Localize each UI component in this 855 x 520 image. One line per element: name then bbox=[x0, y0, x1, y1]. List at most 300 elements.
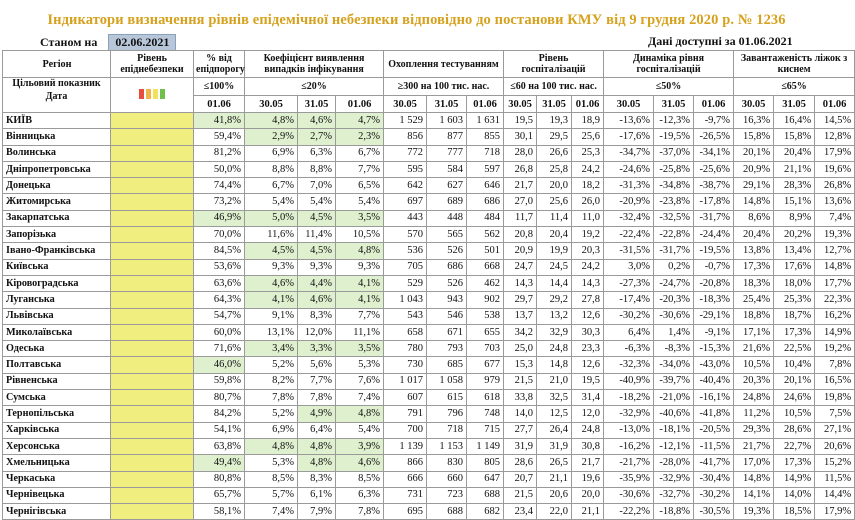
dyn-cell: -31,7% bbox=[694, 210, 734, 226]
testing-cell: 677 bbox=[467, 357, 504, 373]
hosp-cell: 14,8 bbox=[537, 357, 572, 373]
bed-cell: 29,3% bbox=[734, 422, 774, 438]
pct-cell: 41,8% bbox=[194, 113, 245, 129]
pct-cell: 71,6% bbox=[194, 341, 245, 357]
coef-cell: 6,7% bbox=[336, 145, 384, 161]
level-cell bbox=[111, 275, 194, 291]
dyn-cell: -43,0% bbox=[694, 357, 734, 373]
coef-cell: 8,5% bbox=[336, 471, 384, 487]
testing-cell: 1 153 bbox=[427, 438, 467, 454]
testing-cell: 1 603 bbox=[427, 113, 467, 129]
pct-cell: 50,0% bbox=[194, 161, 245, 177]
dyn-cell: -37,0% bbox=[654, 145, 694, 161]
bed-cell: 14,8% bbox=[815, 259, 855, 275]
hosp-cell: 30,1 bbox=[504, 129, 537, 145]
region-cell: Київська bbox=[3, 259, 111, 275]
testing-cell: 538 bbox=[467, 308, 504, 324]
coef-cell: 7,8% bbox=[336, 504, 384, 520]
testing-cell: 856 bbox=[384, 129, 427, 145]
region-cell: Закарпатська bbox=[3, 210, 111, 226]
coef-cell: 4,5% bbox=[245, 243, 298, 259]
traffic-light-3 bbox=[160, 89, 165, 99]
bed-cell: 16,2% bbox=[815, 308, 855, 324]
target-testing: ≥300 на 100 тис. нас. bbox=[384, 78, 504, 96]
coef-cell: 2,9% bbox=[245, 129, 298, 145]
hosp-cell: 19,9 bbox=[537, 243, 572, 259]
pct-cell: 59,4% bbox=[194, 129, 245, 145]
dyn-cell: -30,4% bbox=[694, 471, 734, 487]
hosp-cell: 32,5 bbox=[537, 390, 572, 406]
dyn-cell: -20,3% bbox=[654, 292, 694, 308]
header-bed-load: Завантаженість ліжок з киснем bbox=[734, 51, 855, 78]
pct-cell: 54,7% bbox=[194, 308, 245, 324]
coef-cell: 3,4% bbox=[245, 341, 298, 357]
coef-cell: 11,1% bbox=[336, 324, 384, 340]
pct-cell: 46,9% bbox=[194, 210, 245, 226]
pct-cell: 53,6% bbox=[194, 259, 245, 275]
coef-cell: 4,4% bbox=[298, 275, 336, 291]
hosp-cell: 24,5 bbox=[537, 259, 572, 275]
testing-cell: 686 bbox=[427, 259, 467, 275]
date-hosp-3: 01.06 bbox=[572, 96, 604, 113]
region-cell: Чернівецька bbox=[3, 487, 111, 503]
dyn-cell: -19,5% bbox=[654, 129, 694, 145]
hosp-cell: 20,6 bbox=[537, 487, 572, 503]
traffic-lights bbox=[111, 78, 194, 113]
coef-cell: 4,8% bbox=[245, 438, 298, 454]
dyn-cell: -30,6% bbox=[654, 308, 694, 324]
dyn-cell: -12,1% bbox=[654, 438, 694, 454]
region-cell: Вінницька bbox=[3, 129, 111, 145]
testing-cell: 448 bbox=[427, 210, 467, 226]
hosp-cell: 21,0 bbox=[537, 373, 572, 389]
bed-cell: 22,5% bbox=[774, 341, 815, 357]
bed-cell: 15,8% bbox=[774, 129, 815, 145]
region-cell: Харківська bbox=[3, 422, 111, 438]
coef-cell: 12,0% bbox=[298, 324, 336, 340]
level-cell bbox=[111, 259, 194, 275]
dyn-cell: -32,9% bbox=[654, 471, 694, 487]
hosp-cell: 23,3 bbox=[572, 341, 604, 357]
hosp-cell: 20,7 bbox=[504, 471, 537, 487]
testing-cell: 777 bbox=[427, 145, 467, 161]
testing-cell: 689 bbox=[427, 194, 467, 210]
testing-cell: 546 bbox=[427, 308, 467, 324]
hosp-cell: 27,8 bbox=[572, 292, 604, 308]
coef-cell: 7,0% bbox=[298, 178, 336, 194]
dyn-cell: -32,4% bbox=[604, 210, 654, 226]
header-hosp-level: Рівень госпіталізацій bbox=[504, 51, 604, 78]
dyn-cell: -18,3% bbox=[694, 292, 734, 308]
bed-cell: 11,2% bbox=[734, 406, 774, 422]
coef-cell: 8,2% bbox=[245, 373, 298, 389]
date-test-1: 30.05 bbox=[384, 96, 427, 113]
coef-cell: 5,4% bbox=[298, 194, 336, 210]
dyn-cell: -30,2% bbox=[694, 487, 734, 503]
dyn-cell: -24,7% bbox=[654, 275, 694, 291]
bed-cell: 14,0% bbox=[774, 487, 815, 503]
region-cell: Рівненська bbox=[3, 373, 111, 389]
coef-cell: 5,0% bbox=[245, 210, 298, 226]
dyn-cell: -13,6% bbox=[604, 113, 654, 129]
testing-cell: 1 529 bbox=[384, 113, 427, 129]
hosp-cell: 24,7 bbox=[504, 259, 537, 275]
testing-cell: 718 bbox=[427, 422, 467, 438]
hosp-cell: 25,0 bbox=[504, 341, 537, 357]
coef-cell: 4,6% bbox=[336, 455, 384, 471]
level-cell bbox=[111, 455, 194, 471]
bed-cell: 28,3% bbox=[774, 178, 815, 194]
coef-cell: 9,3% bbox=[336, 259, 384, 275]
hosp-cell: 30,8 bbox=[572, 438, 604, 454]
coef-cell: 5,4% bbox=[336, 422, 384, 438]
bed-cell: 15,2% bbox=[815, 455, 855, 471]
pct-cell: 70,0% bbox=[194, 227, 245, 243]
pct-cell: 54,1% bbox=[194, 422, 245, 438]
hosp-cell: 12,0 bbox=[572, 406, 604, 422]
level-cell bbox=[111, 406, 194, 422]
bed-cell: 7,5% bbox=[815, 406, 855, 422]
level-cell bbox=[111, 129, 194, 145]
level-cell bbox=[111, 373, 194, 389]
hosp-cell: 13,7 bbox=[504, 308, 537, 324]
bed-cell: 24,6% bbox=[774, 390, 815, 406]
bed-cell: 15,8% bbox=[734, 129, 774, 145]
header-region: Регіон bbox=[3, 51, 111, 78]
testing-cell: 1 139 bbox=[384, 438, 427, 454]
dyn-cell: -40,9% bbox=[604, 373, 654, 389]
dyn-cell: -9,1% bbox=[694, 324, 734, 340]
dyn-cell: -8,3% bbox=[654, 341, 694, 357]
bed-cell: 29,1% bbox=[734, 178, 774, 194]
date-coef-1: 30.05 bbox=[245, 96, 298, 113]
hosp-cell: 29,5 bbox=[537, 129, 572, 145]
testing-cell: 618 bbox=[467, 390, 504, 406]
hosp-cell: 21,5 bbox=[504, 487, 537, 503]
dyn-cell: -13,0% bbox=[604, 422, 654, 438]
dyn-cell: -19,5% bbox=[694, 243, 734, 259]
testing-cell: 805 bbox=[467, 455, 504, 471]
coef-cell: 4,5% bbox=[298, 243, 336, 259]
hosp-cell: 20,9 bbox=[504, 243, 537, 259]
table-row bbox=[3, 357, 855, 373]
dyn-cell: -24,6% bbox=[604, 161, 654, 177]
coef-cell: 13,1% bbox=[245, 324, 298, 340]
dyn-cell: -16,2% bbox=[604, 438, 654, 454]
coef-cell: 7,7% bbox=[336, 161, 384, 177]
hosp-cell: 21,7 bbox=[572, 455, 604, 471]
date-test-3: 01.06 bbox=[467, 96, 504, 113]
traffic-light-1 bbox=[146, 89, 151, 99]
testing-cell: 1 149 bbox=[467, 438, 504, 454]
coef-cell: 6,3% bbox=[336, 487, 384, 503]
coef-cell: 3,5% bbox=[336, 210, 384, 226]
hosp-cell: 21,1 bbox=[537, 471, 572, 487]
region-cell: Херсонська bbox=[3, 438, 111, 454]
bed-cell: 14,9% bbox=[815, 324, 855, 340]
bed-cell: 20,6% bbox=[815, 438, 855, 454]
testing-cell: 791 bbox=[384, 406, 427, 422]
hosp-cell: 23,4 bbox=[504, 504, 537, 520]
coef-cell: 4,1% bbox=[336, 275, 384, 291]
region-cell: Дніпропетровська bbox=[3, 161, 111, 177]
coef-cell: 9,3% bbox=[298, 259, 336, 275]
hosp-cell: 29,7 bbox=[504, 292, 537, 308]
hosp-cell: 11,4 bbox=[537, 210, 572, 226]
coef-cell: 4,1% bbox=[336, 292, 384, 308]
hosp-cell: 20,3 bbox=[572, 243, 604, 259]
bed-cell: 20,2% bbox=[774, 227, 815, 243]
testing-cell: 666 bbox=[384, 471, 427, 487]
coef-cell: 6,1% bbox=[298, 487, 336, 503]
bed-cell: 13,8% bbox=[734, 243, 774, 259]
table-row bbox=[3, 324, 855, 340]
dyn-cell: -31,7% bbox=[654, 243, 694, 259]
pct-cell: 58,1% bbox=[194, 504, 245, 520]
hosp-cell: 24,8 bbox=[537, 341, 572, 357]
dyn-cell: -34,0% bbox=[654, 357, 694, 373]
hosp-cell: 26,4 bbox=[537, 422, 572, 438]
traffic-light-icon bbox=[138, 89, 166, 102]
bed-cell: 19,3% bbox=[734, 504, 774, 520]
bed-cell: 24,8% bbox=[734, 390, 774, 406]
table-row bbox=[3, 406, 855, 422]
testing-cell: 671 bbox=[427, 324, 467, 340]
level-cell bbox=[111, 357, 194, 373]
dyn-cell: -40,6% bbox=[654, 406, 694, 422]
status-line bbox=[40, 34, 176, 50]
testing-cell: 668 bbox=[467, 259, 504, 275]
testing-cell: 705 bbox=[384, 259, 427, 275]
dyn-cell: -32,7% bbox=[654, 487, 694, 503]
coef-cell: 6,7% bbox=[245, 178, 298, 194]
table-row bbox=[3, 455, 855, 471]
dyn-cell: -31,3% bbox=[604, 178, 654, 194]
coef-cell: 8,5% bbox=[245, 471, 298, 487]
testing-cell: 718 bbox=[467, 145, 504, 161]
target-pct: ≤100% bbox=[194, 78, 245, 96]
level-cell bbox=[111, 178, 194, 194]
coef-cell: 5,4% bbox=[245, 194, 298, 210]
region-cell: Івано-Франківська bbox=[3, 243, 111, 259]
bed-cell: 20,9% bbox=[734, 161, 774, 177]
coef-cell: 9,1% bbox=[245, 308, 298, 324]
header-coef: Коефіцієнт виявлення випадків інфікування bbox=[245, 51, 384, 78]
region-cell: Львівська bbox=[3, 308, 111, 324]
coef-cell: 7,7% bbox=[336, 308, 384, 324]
testing-cell: 723 bbox=[427, 487, 467, 503]
testing-cell: 772 bbox=[384, 145, 427, 161]
target-bed: ≤65% bbox=[734, 78, 855, 96]
dyn-cell: -18,8% bbox=[654, 504, 694, 520]
table-row bbox=[3, 227, 855, 243]
pct-cell: 59,8% bbox=[194, 373, 245, 389]
date-label: Дата bbox=[45, 91, 68, 102]
date-pct: 01.06 bbox=[194, 96, 245, 113]
table-row bbox=[3, 487, 855, 503]
bed-cell: 18,5% bbox=[774, 504, 815, 520]
testing-cell: 543 bbox=[384, 308, 427, 324]
region-cell: КИЇВ bbox=[3, 113, 111, 129]
bed-cell: 7,8% bbox=[815, 357, 855, 373]
bed-cell: 18,0% bbox=[774, 275, 815, 291]
bed-cell: 17,1% bbox=[734, 324, 774, 340]
bed-cell: 14,9% bbox=[774, 471, 815, 487]
hosp-cell: 33,8 bbox=[504, 390, 537, 406]
testing-cell: 501 bbox=[467, 243, 504, 259]
pct-cell: 63,6% bbox=[194, 275, 245, 291]
bed-cell: 16,4% bbox=[774, 113, 815, 129]
dyn-cell: -15,3% bbox=[694, 341, 734, 357]
testing-cell: 526 bbox=[427, 243, 467, 259]
coef-cell: 5,3% bbox=[336, 357, 384, 373]
bed-cell: 21,1% bbox=[774, 161, 815, 177]
pct-cell: 73,2% bbox=[194, 194, 245, 210]
testing-cell: 1 017 bbox=[384, 373, 427, 389]
region-cell: Черкаська bbox=[3, 471, 111, 487]
hosp-cell: 13,2 bbox=[537, 308, 572, 324]
coef-cell: 6,9% bbox=[245, 145, 298, 161]
bed-cell: 14,5% bbox=[815, 113, 855, 129]
coef-cell: 4,8% bbox=[298, 438, 336, 454]
level-cell bbox=[111, 227, 194, 243]
target-dyn: ≤50% bbox=[604, 78, 734, 96]
testing-cell: 688 bbox=[427, 504, 467, 520]
dyn-cell: -22,2% bbox=[604, 504, 654, 520]
hosp-cell: 26,6 bbox=[537, 145, 572, 161]
coef-cell: 4,6% bbox=[298, 292, 336, 308]
table-row bbox=[3, 422, 855, 438]
coef-cell: 7,9% bbox=[298, 504, 336, 520]
testing-cell: 615 bbox=[427, 390, 467, 406]
dyn-cell: -11,5% bbox=[694, 438, 734, 454]
hosp-cell: 27,7 bbox=[504, 422, 537, 438]
testing-cell: 526 bbox=[427, 275, 467, 291]
hosp-cell: 11,7 bbox=[504, 210, 537, 226]
coef-cell: 5,6% bbox=[298, 357, 336, 373]
testing-cell: 462 bbox=[467, 275, 504, 291]
dyn-cell: -29,1% bbox=[694, 308, 734, 324]
header-hosp-dyn: Динаміка рівня госпіталізацій bbox=[604, 51, 734, 78]
hosp-cell: 31,9 bbox=[537, 438, 572, 454]
testing-cell: 943 bbox=[427, 292, 467, 308]
level-cell bbox=[111, 438, 194, 454]
testing-cell: 688 bbox=[467, 487, 504, 503]
bed-cell: 21,7% bbox=[734, 438, 774, 454]
hosp-cell: 14,3 bbox=[504, 275, 537, 291]
table-row bbox=[3, 259, 855, 275]
date-dyn-2: 31.05 bbox=[654, 96, 694, 113]
testing-cell: 529 bbox=[384, 275, 427, 291]
dyn-cell: -32,3% bbox=[604, 357, 654, 373]
region-cell: Кіровоградська bbox=[3, 275, 111, 291]
hosp-cell: 31,9 bbox=[504, 438, 537, 454]
coef-cell: 7,8% bbox=[298, 390, 336, 406]
date-test-2: 31.05 bbox=[427, 96, 467, 113]
bed-cell: 17,0% bbox=[734, 455, 774, 471]
testing-cell: 686 bbox=[467, 194, 504, 210]
coef-cell: 6,9% bbox=[245, 422, 298, 438]
hosp-cell: 21,1 bbox=[572, 504, 604, 520]
testing-cell: 595 bbox=[384, 161, 427, 177]
testing-cell: 796 bbox=[427, 406, 467, 422]
testing-cell: 697 bbox=[384, 194, 427, 210]
dyn-cell: -22,4% bbox=[604, 227, 654, 243]
coef-cell: 6,3% bbox=[298, 145, 336, 161]
level-cell bbox=[111, 341, 194, 357]
testing-cell: 731 bbox=[384, 487, 427, 503]
coef-cell: 4,8% bbox=[336, 243, 384, 259]
bed-cell: 8,9% bbox=[774, 210, 815, 226]
dyn-cell: 0,2% bbox=[654, 259, 694, 275]
coef-cell: 4,1% bbox=[245, 292, 298, 308]
table-row bbox=[3, 341, 855, 357]
table-row bbox=[3, 145, 855, 161]
dyn-cell: -28,0% bbox=[654, 455, 694, 471]
pct-cell: 46,0% bbox=[194, 357, 245, 373]
testing-cell: 902 bbox=[467, 292, 504, 308]
level-cell bbox=[111, 210, 194, 226]
testing-cell: 700 bbox=[384, 422, 427, 438]
region-cell: Чернігівська bbox=[3, 504, 111, 520]
dyn-cell: -21,0% bbox=[654, 390, 694, 406]
hosp-cell: 14,4 bbox=[537, 275, 572, 291]
hosp-cell: 26,8 bbox=[504, 161, 537, 177]
hosp-cell: 14,0 bbox=[504, 406, 537, 422]
bed-cell: 20,1% bbox=[734, 145, 774, 161]
bed-cell: 26,8% bbox=[815, 178, 855, 194]
dyn-cell: -39,7% bbox=[654, 373, 694, 389]
dyn-cell: -30,6% bbox=[604, 487, 654, 503]
testing-cell: 443 bbox=[384, 210, 427, 226]
testing-cell: 1 058 bbox=[427, 373, 467, 389]
hosp-cell: 25,8 bbox=[537, 161, 572, 177]
coef-cell: 8,3% bbox=[298, 308, 336, 324]
coef-cell: 4,8% bbox=[336, 406, 384, 422]
bed-cell: 14,4% bbox=[815, 487, 855, 503]
table-row bbox=[3, 373, 855, 389]
level-cell bbox=[111, 390, 194, 406]
hosp-cell: 20,4 bbox=[537, 227, 572, 243]
testing-cell: 597 bbox=[467, 161, 504, 177]
pct-cell: 80,7% bbox=[194, 390, 245, 406]
level-cell bbox=[111, 243, 194, 259]
level-cell bbox=[111, 324, 194, 340]
date-dyn-1: 30.05 bbox=[604, 96, 654, 113]
coef-cell: 7,8% bbox=[245, 390, 298, 406]
table-row bbox=[3, 129, 855, 145]
hosp-cell: 30,3 bbox=[572, 324, 604, 340]
bed-cell: 25,3% bbox=[774, 292, 815, 308]
testing-cell: 1 043 bbox=[384, 292, 427, 308]
testing-cell: 715 bbox=[467, 422, 504, 438]
bed-cell: 17,3% bbox=[734, 259, 774, 275]
date-bed-3: 01.06 bbox=[815, 96, 855, 113]
hosp-cell: 28,0 bbox=[504, 145, 537, 161]
dyn-cell: -12,3% bbox=[654, 113, 694, 129]
pct-cell: 63,8% bbox=[194, 438, 245, 454]
dyn-cell: -41,7% bbox=[694, 455, 734, 471]
table-row bbox=[3, 113, 855, 129]
dyn-cell: 1,4% bbox=[654, 324, 694, 340]
table-row bbox=[3, 178, 855, 194]
bed-cell: 16,5% bbox=[815, 373, 855, 389]
bed-cell: 14,8% bbox=[734, 194, 774, 210]
testing-cell: 658 bbox=[384, 324, 427, 340]
dyn-cell: -34,1% bbox=[694, 145, 734, 161]
hosp-cell: 20,8 bbox=[504, 227, 537, 243]
bed-cell: 17,9% bbox=[815, 145, 855, 161]
